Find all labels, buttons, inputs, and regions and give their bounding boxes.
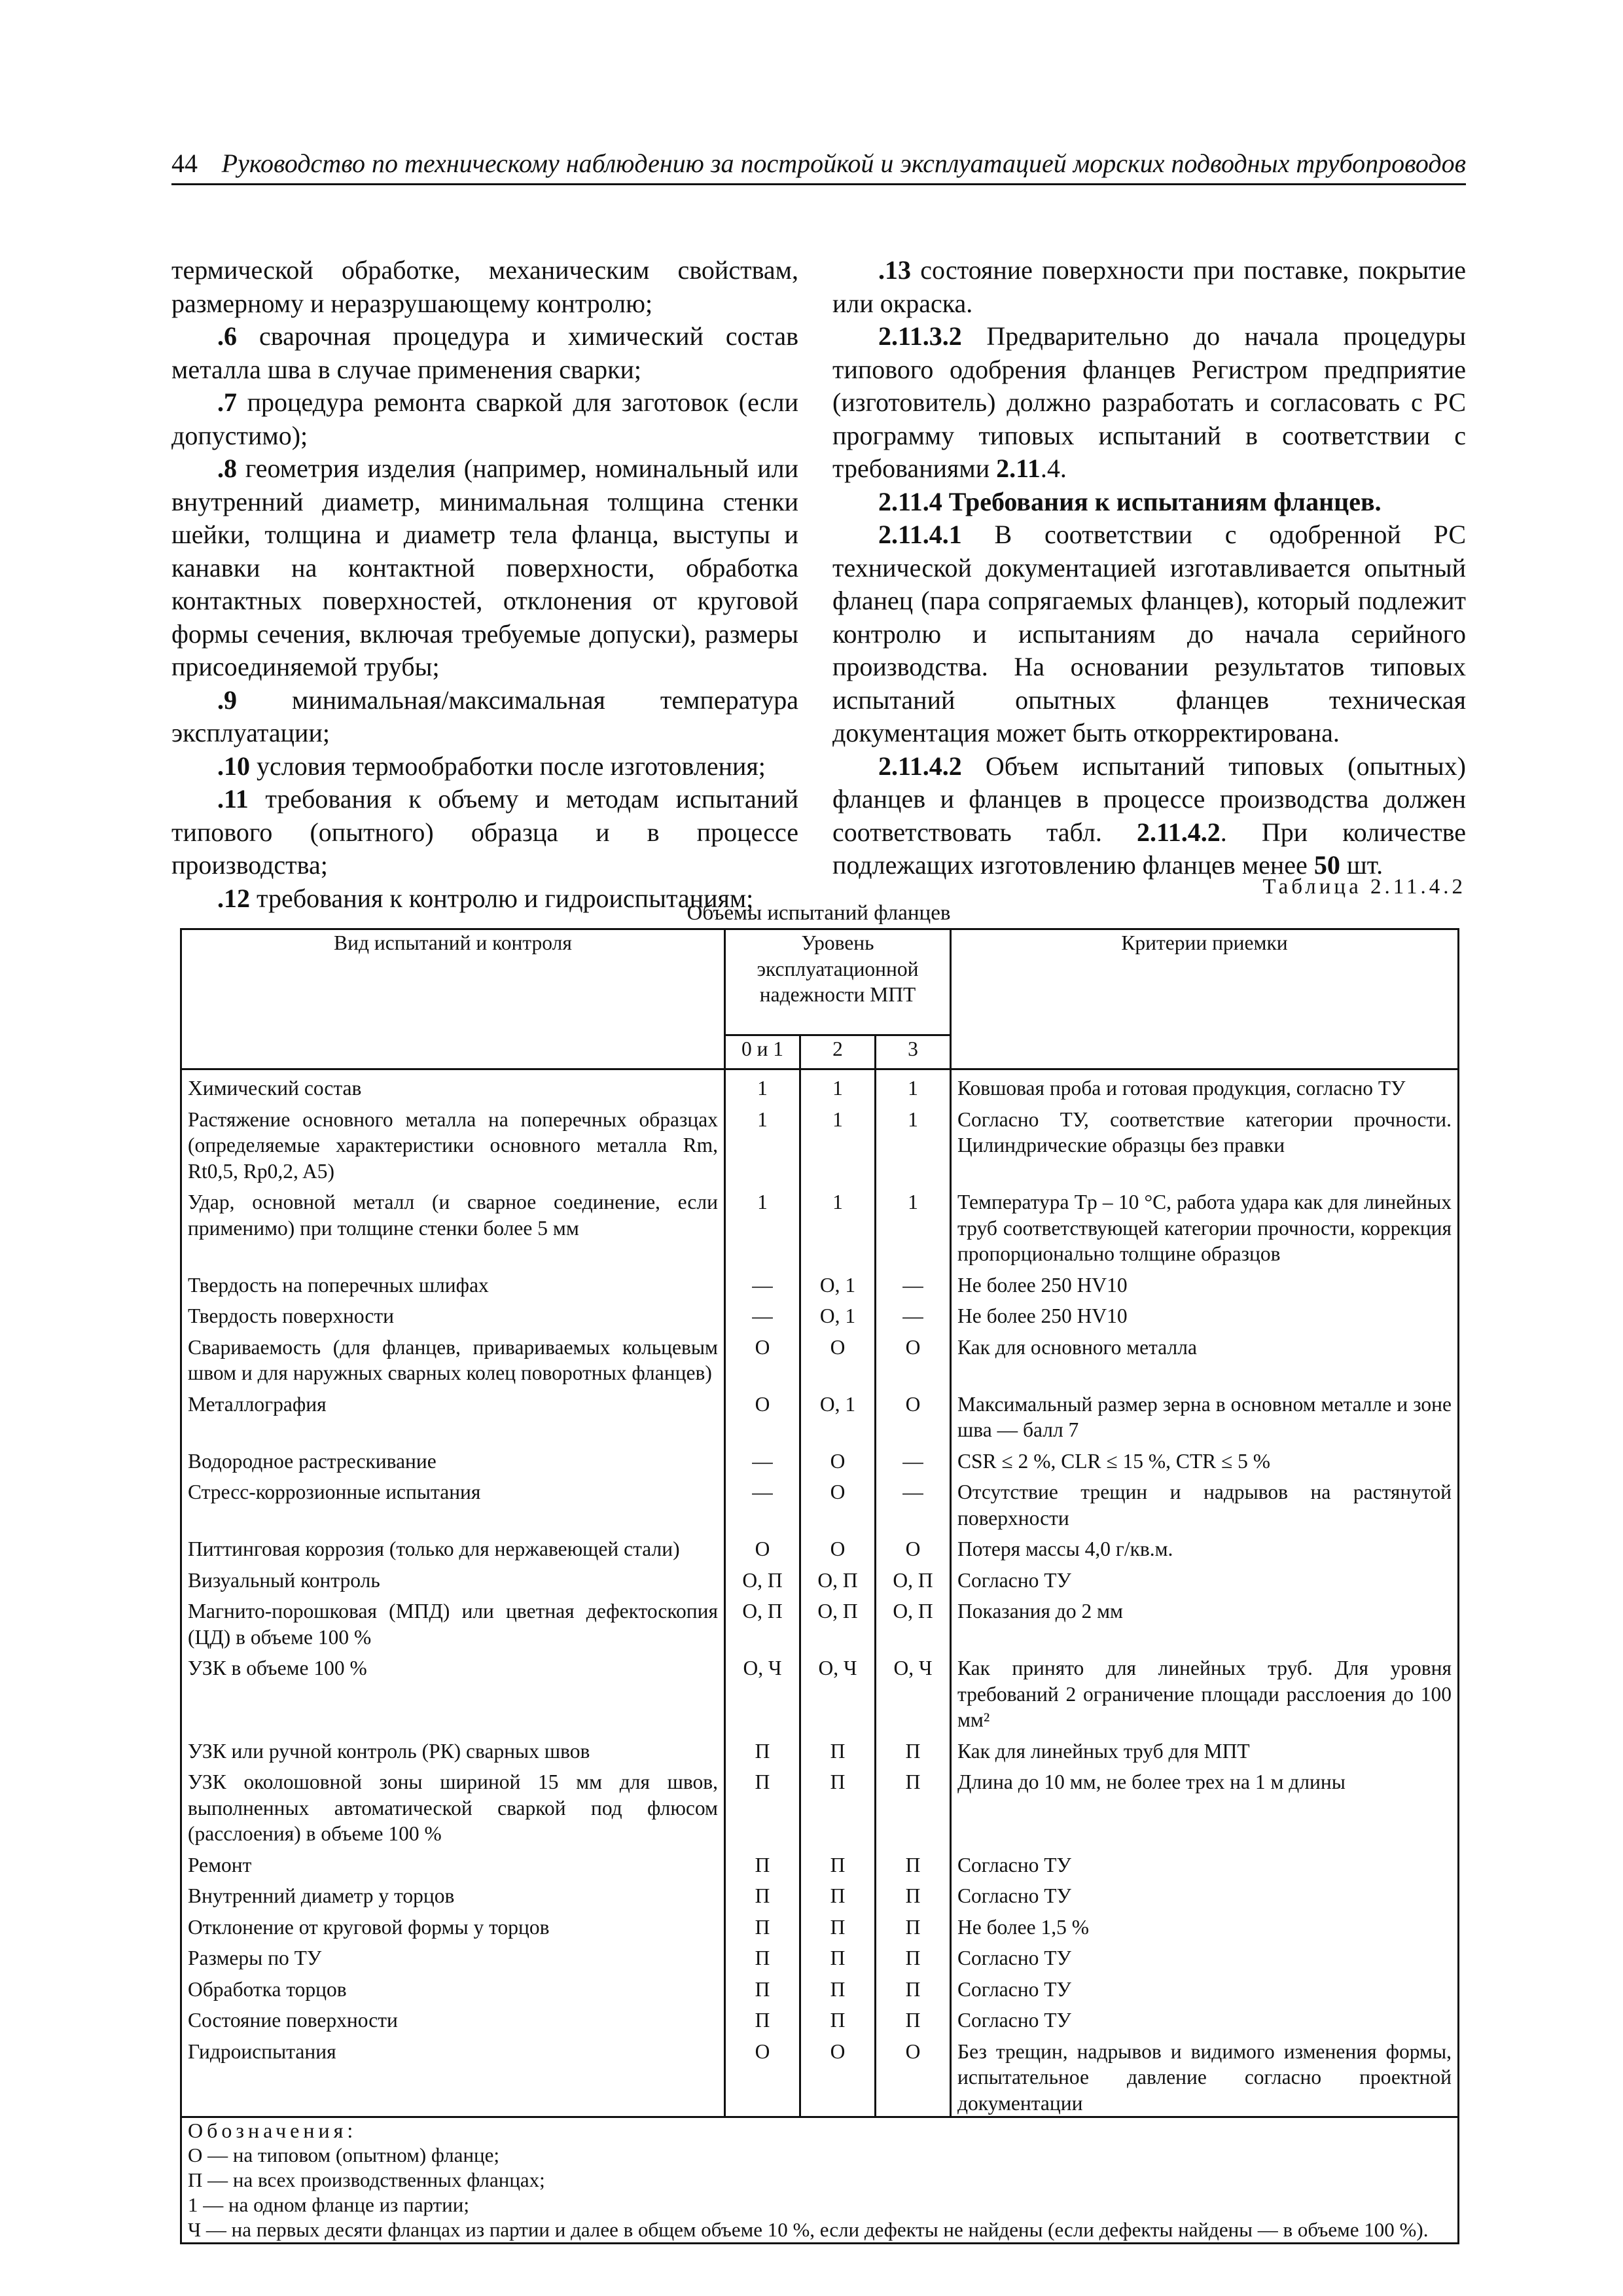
level-01-cell: О (725, 1329, 800, 1386)
level-2-cell: П (800, 1733, 876, 1765)
criteria-cell: Показания до 2 мм (951, 1593, 1459, 1650)
test-cell: Металлография (181, 1386, 725, 1443)
level-3-cell: П (876, 1940, 951, 1971)
item-number: .13 (878, 255, 911, 285)
table-row (181, 1878, 1459, 1909)
page-number: 44 (171, 149, 198, 178)
table-header-row (181, 929, 1459, 1035)
test-cell: Растяжение основного металла на поперечных образцах (определяемые характеристики основного металла Rm, Rt0,5, Rp0,2, A5) (181, 1102, 725, 1185)
table-row (181, 1847, 1459, 1878)
level-2-cell: О, 1 (800, 1298, 876, 1329)
level-01-cell: П (725, 1940, 800, 1971)
test-cell: Гидроиспытания (181, 2034, 725, 2117)
criteria-cell: Температура Tp – 10 °C, работа удара как для линейных труб соответствующей категории прочности, коррекция пропорционально толщине образцов (951, 1184, 1459, 1267)
list-item (171, 320, 798, 386)
level-01-cell: П (725, 1764, 800, 1847)
list-item (171, 684, 798, 750)
level-01-cell: — (725, 1443, 800, 1475)
level-3-cell: П (876, 1971, 951, 2003)
table-row (181, 1764, 1459, 1847)
item-number: .12 (217, 883, 250, 913)
level-01-cell: О (725, 2034, 800, 2117)
section-reference: 2.11 (996, 454, 1041, 483)
test-cell: Состояние поверхности (181, 2002, 725, 2034)
level-01-cell: 1 (725, 1102, 800, 1185)
level-01-cell: П (725, 1909, 800, 1941)
item-number: .11 (217, 784, 249, 814)
header-test-type: Вид испытаний и контроля (181, 929, 725, 1069)
table-row (181, 1733, 1459, 1765)
header-level-2: 2 (800, 1035, 876, 1069)
left-column (171, 254, 798, 915)
list-item (832, 254, 1466, 320)
item-number: .10 (217, 751, 250, 781)
table-row (181, 1329, 1459, 1386)
test-cell: Размеры по ТУ (181, 1940, 725, 1971)
test-cell: Магнито-порошковая (МПД) или цветная дефектоскопия (ЦД) в объеме 100 % (181, 1593, 725, 1650)
level-01-cell: — (725, 1267, 800, 1299)
list-item (171, 386, 798, 452)
item-text: процедура ремонта сваркой для заготовок (если допустимо); (171, 387, 798, 450)
level-01-cell: П (725, 1971, 800, 2003)
level-2-cell: П (800, 1764, 876, 1847)
table-row (181, 1102, 1459, 1185)
item-number: .8 (217, 454, 237, 483)
paragraph-text: шт. (1340, 850, 1383, 880)
level-2-cell: О, П (800, 1562, 876, 1594)
header-level-01: 0 и 1 (725, 1035, 800, 1069)
legend (181, 2117, 1459, 2244)
test-cell: Отклонение от круговой формы у торцов (181, 1909, 725, 1941)
header-level-3: 3 (876, 1035, 951, 1069)
criteria-cell: Длина до 10 мм, не более трех на 1 м длины (951, 1764, 1459, 1847)
item-text: геометрия изделия (например, номинальный или внутренний диаметр, минимальная толщина стенки шейки, толщина и диаметр тела фланца, выступы и канавки на контактной поверхности, обработка контактных поверхностей, отклонения от круговой формы сечения, включая требуемые допуски), размеры присоединяемой трубы; (171, 454, 798, 681)
criteria-cell: Согласно ТУ (951, 2002, 1459, 2034)
item-text: условия термообработки после изготовления; (250, 751, 766, 781)
table-row (181, 1386, 1459, 1443)
level-2-cell: О (800, 1531, 876, 1562)
list-item (171, 783, 798, 882)
test-cell: Удар, основной металл (и сварное соединение, если применимо) при толщине стенки более 5 мм (181, 1184, 725, 1267)
paragraph-text: .4. (1040, 454, 1067, 483)
criteria-cell: Максимальный размер зерна в основном металле и зоне шва — балл 7 (951, 1386, 1459, 1443)
level-3-cell: О, Ч (876, 1650, 951, 1733)
item-text: требования к контролю и гидроиспытаниям; (250, 883, 754, 913)
level-2-cell: О, П (800, 1593, 876, 1650)
level-01-cell: П (725, 1878, 800, 1909)
item-number: .6 (217, 321, 237, 351)
paragraph (832, 320, 1466, 486)
level-01-cell: О, П (725, 1562, 800, 1594)
level-3-cell: — (876, 1474, 951, 1531)
level-01-cell: П (725, 1733, 800, 1765)
criteria-cell: Согласно ТУ (951, 1940, 1459, 1971)
level-2-cell: 1 (800, 1184, 876, 1267)
level-01-cell: О, П (725, 1593, 800, 1650)
test-cell: УЗК околошовной зоны шириной 15 мм для швов, выполненных автоматической сваркой под флюсом (расслоения) в объеме 100 % (181, 1764, 725, 1847)
criteria-cell: CSR ≤ 2 %, CLR ≤ 15 %, CTR ≤ 5 % (951, 1443, 1459, 1475)
table-row (181, 1971, 1459, 2003)
running-title: Руководство по техническому наблюдению за постройкой и эксплуатацией морских подводных трубопроводов (221, 149, 1466, 178)
level-2-cell: П (800, 2002, 876, 2034)
table-row (181, 1443, 1459, 1475)
item-text: требования к объему и методам испытаний типового (опытного) образца и в процессе производства; (171, 784, 798, 880)
level-3-cell: — (876, 1267, 951, 1299)
level-2-cell: О (800, 2034, 876, 2117)
criteria-cell: Согласно ТУ, соответствие категории прочности. Цилиндрические образцы без правки (951, 1102, 1459, 1185)
test-cell: Твердость на поперечных шлифах (181, 1267, 725, 1299)
table-row (181, 1940, 1459, 1971)
flange-tests-table (180, 928, 1459, 2244)
criteria-cell: Ковшовая проба и готовая продукция, согласно ТУ (951, 1069, 1459, 1102)
item-number: .9 (217, 685, 237, 715)
criteria-cell: Как для линейных труб для МПТ (951, 1733, 1459, 1765)
level-3-cell: — (876, 1298, 951, 1329)
legend-title: Обозначения: (188, 2119, 357, 2142)
table-body (181, 1069, 1459, 2117)
criteria-cell: Как для основного металла (951, 1329, 1459, 1386)
paragraph-text: . При количестве подлежащих изготовлению фланцев менее (832, 817, 1466, 880)
section-number: 2.11.3.2 (878, 321, 962, 351)
level-2-cell: П (800, 1847, 876, 1878)
section-number: 2.11.4.1 (878, 520, 962, 549)
list-item (171, 750, 798, 783)
test-cell: Внутренний диаметр у торцов (181, 1878, 725, 1909)
level-3-cell: 1 (876, 1069, 951, 1102)
test-cell: Ремонт (181, 1847, 725, 1878)
criteria-cell: Потеря массы 4,0 г/кв.м. (951, 1531, 1459, 1562)
criteria-cell: Согласно ТУ (951, 1562, 1459, 1594)
item-text: минимальная/максимальная температура эксплуатации; (171, 685, 798, 747)
table-row (181, 1650, 1459, 1733)
criteria-cell: Согласно ТУ (951, 1847, 1459, 1878)
right-column (832, 254, 1466, 882)
test-cell: Питтинговая коррозия (только для нержавеющей стали) (181, 1531, 725, 1562)
list-item (171, 452, 798, 684)
level-2-cell: П (800, 1940, 876, 1971)
table-caption: Объемы испытаний фланцев (687, 901, 951, 925)
level-3-cell: П (876, 1764, 951, 1847)
level-2-cell: О, Ч (800, 1650, 876, 1733)
table-row (181, 1069, 1459, 1102)
table-row (181, 1184, 1459, 1267)
criteria-cell: Отсутствие трещин и надрывов на растянутой поверхности (951, 1474, 1459, 1531)
section-number: 2.11.4.2 (878, 751, 962, 781)
table-row (181, 1909, 1459, 1941)
criteria-cell: Согласно ТУ (951, 1971, 1459, 2003)
criteria-cell: Согласно ТУ (951, 1878, 1459, 1909)
legend-item: П — на всех производственных фланцах; (188, 2168, 545, 2191)
level-2-cell: О, 1 (800, 1386, 876, 1443)
level-3-cell: О, П (876, 1593, 951, 1650)
level-3-cell: П (876, 1847, 951, 1878)
item-number: .7 (217, 387, 237, 417)
level-3-cell: О (876, 1531, 951, 1562)
paragraph-text: термической обработке, механическим свойствам, размерному и неразрушающему контролю; (171, 255, 798, 318)
level-01-cell: — (725, 1474, 800, 1531)
table-number: Таблица 2.11.4.2 (1262, 875, 1466, 899)
header-reliability-level: Уровень эксплуатационной надежности МПТ (725, 929, 951, 1035)
level-3-cell: О (876, 2034, 951, 2117)
table-row (181, 2034, 1459, 2117)
test-cell: Водородное растрескивание (181, 1443, 725, 1475)
table-reference: 2.11.4.2 (1136, 817, 1221, 847)
paragraph-text: Объем испытаний типовых (опытных) фланцев и фланцев в процессе производства должен соответствовать табл. (832, 751, 1466, 847)
criteria-cell: Не более 250 HV10 (951, 1298, 1459, 1329)
table-row (181, 2002, 1459, 2034)
test-cell: Визуальный контроль (181, 1562, 725, 1594)
test-cell: УЗК в объеме 100 % (181, 1650, 725, 1733)
level-3-cell: — (876, 1443, 951, 1475)
criteria-cell: Без трещин, надрывов и видимого изменения формы, испытательное давление согласно проектной документации (951, 2034, 1459, 2117)
paragraph (832, 518, 1466, 750)
level-3-cell: О (876, 1329, 951, 1386)
header-criteria: Критерии приемки (951, 929, 1459, 1069)
level-2-cell: О (800, 1474, 876, 1531)
criteria-cell: Не более 1,5 % (951, 1909, 1459, 1941)
test-cell: Обработка торцов (181, 1971, 725, 2003)
level-2-cell: О, 1 (800, 1267, 876, 1299)
paragraph-text: В соответствии с одобренной РС технической документацией изготавливается опытный фланец (пара сопрягаемых фланцев), который подлежит контролю и испытаниям до начала серийного производства. На основании результатов типовых испытаний опытных фланцев техническая документация может быть откорректирована. (832, 520, 1466, 747)
level-01-cell: 1 (725, 1069, 800, 1102)
criteria-cell: Как принято для линейных труб. Для уровня требований 2 ограничение площади расслоения до 100 мм² (951, 1650, 1459, 1733)
table-row (181, 1593, 1459, 1650)
paragraph-text: Предварительно до начала процедуры типового одобрения фланцев Регистром предприятие (изготовитель) должно разработать и согласовать с РС программу типовых испытаний в соответствии с требованиями (832, 321, 1466, 483)
test-cell: УЗК или ручной контроль (РК) сварных швов (181, 1733, 725, 1765)
level-3-cell: П (876, 1878, 951, 1909)
table-row (181, 1298, 1459, 1329)
legend-row (181, 2117, 1459, 2244)
test-cell: Твердость поверхности (181, 1298, 725, 1329)
level-3-cell: 1 (876, 1184, 951, 1267)
level-2-cell: О (800, 1443, 876, 1475)
test-cell: Стресс-коррозионные испытания (181, 1474, 725, 1531)
level-01-cell: — (725, 1298, 800, 1329)
legend-item: О — на типовом (опытном) фланце; (188, 2144, 499, 2166)
level-2-cell: 1 (800, 1102, 876, 1185)
level-3-cell: П (876, 1909, 951, 1941)
item-text: сварочная процедура и химический состав металла шва в случае применения сварки; (171, 321, 798, 384)
section-heading: 2.11.4 Требования к испытаниям фланцев. (878, 486, 1382, 516)
test-cell: Свариваемость (для фланцев, привариваемых кольцевым швом и для наружных сварных колец поворотных фланцев) (181, 1329, 725, 1386)
level-3-cell: О (876, 1386, 951, 1443)
level-01-cell: П (725, 2002, 800, 2034)
legend-item: Ч — на первых десяти фланцах из партии и далее в общем объеме 10 %, если дефекты не найдены (если дефекты найдены — в объеме 100 %). (188, 2218, 1429, 2241)
test-cell: Химический состав (181, 1069, 725, 1102)
level-3-cell: 1 (876, 1102, 951, 1185)
level-01-cell: 1 (725, 1184, 800, 1267)
level-01-cell: О, Ч (725, 1650, 800, 1733)
level-2-cell: О (800, 1329, 876, 1386)
level-01-cell: О (725, 1531, 800, 1562)
level-2-cell: П (800, 1971, 876, 2003)
level-01-cell: П (725, 1847, 800, 1878)
level-3-cell: П (876, 2002, 951, 2034)
table-row (181, 1474, 1459, 1531)
level-3-cell: О, П (876, 1562, 951, 1594)
table-row (181, 1531, 1459, 1562)
level-2-cell: П (800, 1878, 876, 1909)
paragraph (171, 254, 798, 320)
page-header (171, 144, 1466, 185)
level-3-cell: П (876, 1733, 951, 1765)
item-text: состояние поверхности при поставке, покрытие или окраска. (832, 255, 1466, 318)
table-row (181, 1267, 1459, 1299)
level-2-cell: П (800, 1909, 876, 1941)
paragraph (832, 750, 1466, 882)
level-01-cell: О (725, 1386, 800, 1443)
level-2-cell: 1 (800, 1069, 876, 1102)
quantity-number: 50 (1313, 850, 1340, 880)
legend-item: 1 — на одном фланце из партии; (188, 2193, 469, 2216)
criteria-cell: Не более 250 HV10 (951, 1267, 1459, 1299)
table-row (181, 1562, 1459, 1594)
